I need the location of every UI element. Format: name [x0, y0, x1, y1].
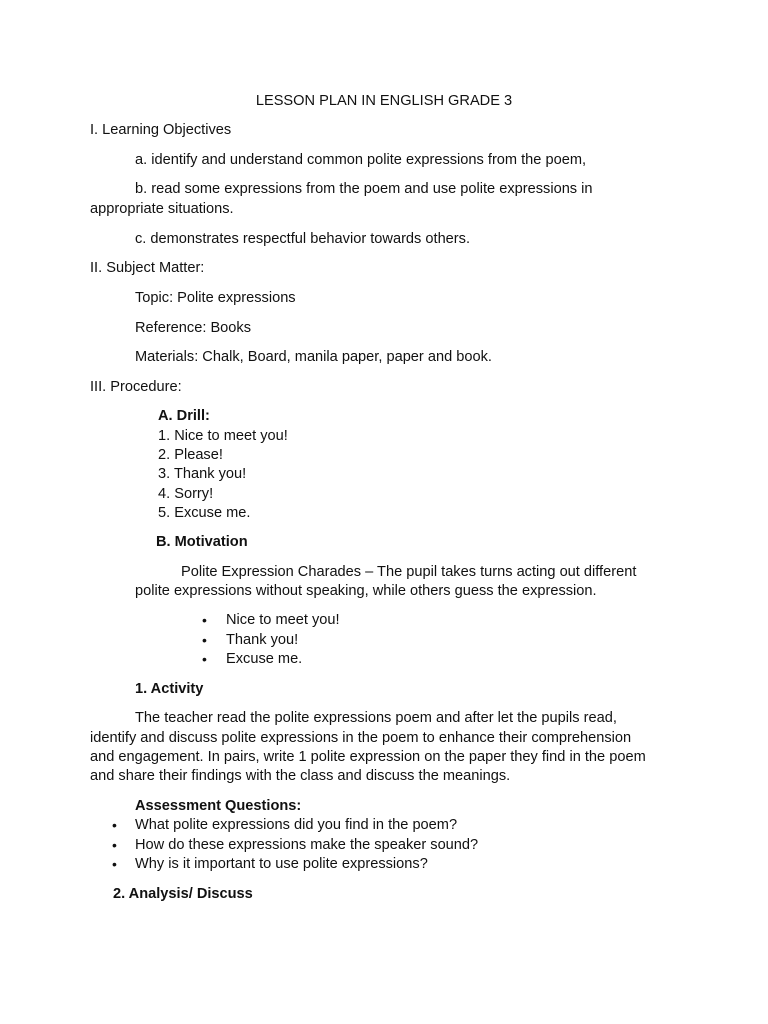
activity-line: and engagement. In pairs, write 1 polite expression on the paper they find in the poem: [90, 749, 646, 765]
drill-item: 5. Excuse me.: [158, 505, 251, 521]
activity-line: The teacher read the polite expressions poem and after let the pupils read,: [135, 710, 617, 726]
procedure-heading: III. Procedure:: [90, 379, 182, 395]
motivation-bullet: Nice to meet you!: [226, 612, 340, 628]
subject-reference: Reference: Books: [135, 320, 252, 336]
motivation-line1: Polite Expression Charades – The pupil takes turns acting out different: [181, 564, 637, 580]
assessment-heading: Assessment Questions:: [135, 798, 302, 814]
activity-heading: 1. Activity: [135, 681, 204, 697]
objective-b-line1: b. read some expressions from the poem and use polite expressions in: [135, 181, 593, 197]
motivation-line2: polite expressions without speaking, while others guess the expression.: [135, 583, 597, 599]
activity-line: identify and discuss polite expressions in the poem to enhance their comprehension: [90, 730, 632, 746]
subject-topic: Topic: Polite expressions: [135, 290, 296, 306]
bullet-icon: •: [112, 817, 117, 833]
assessment-question: What polite expressions did you find in the poem?: [135, 817, 458, 833]
analysis-heading: 2. Analysis/ Discuss: [113, 886, 253, 902]
activity-line: and share their findings with the class and discuss the meanings.: [90, 768, 511, 784]
motivation-bullet: Thank you!: [226, 632, 299, 648]
bullet-icon: •: [112, 837, 117, 853]
assessment-question: How do these expressions make the speaker sound?: [135, 837, 479, 853]
drill-item: 4. Sorry!: [158, 486, 214, 502]
objectives-heading: I. Learning Objectives: [90, 122, 232, 138]
objective-c: c. demonstrates respectful behavior towards others.: [135, 231, 471, 247]
drill-heading: A. Drill:: [158, 408, 210, 424]
subject-materials: Materials: Chalk, Board, manila paper, paper and book.: [135, 349, 492, 365]
subject-matter-heading: II. Subject Matter:: [90, 260, 205, 276]
bullet-icon: •: [202, 632, 207, 648]
document-title: LESSON PLAN IN ENGLISH GRADE 3: [255, 93, 513, 109]
bullet-icon: •: [112, 856, 117, 872]
objective-a: a. identify and understand common polite expressions from the poem,: [135, 152, 587, 168]
objective-b-line2: appropriate situations.: [90, 201, 234, 217]
drill-item: 2. Please!: [158, 447, 223, 463]
drill-item: 1. Nice to meet you!: [158, 428, 288, 444]
assessment-question: Why is it important to use polite expressions?: [135, 856, 428, 872]
motivation-bullet: Excuse me.: [226, 651, 303, 667]
motivation-heading: B. Motivation: [156, 534, 248, 550]
drill-item: 3. Thank you!: [158, 466, 247, 482]
bullet-icon: •: [202, 612, 207, 628]
bullet-icon: •: [202, 651, 207, 667]
